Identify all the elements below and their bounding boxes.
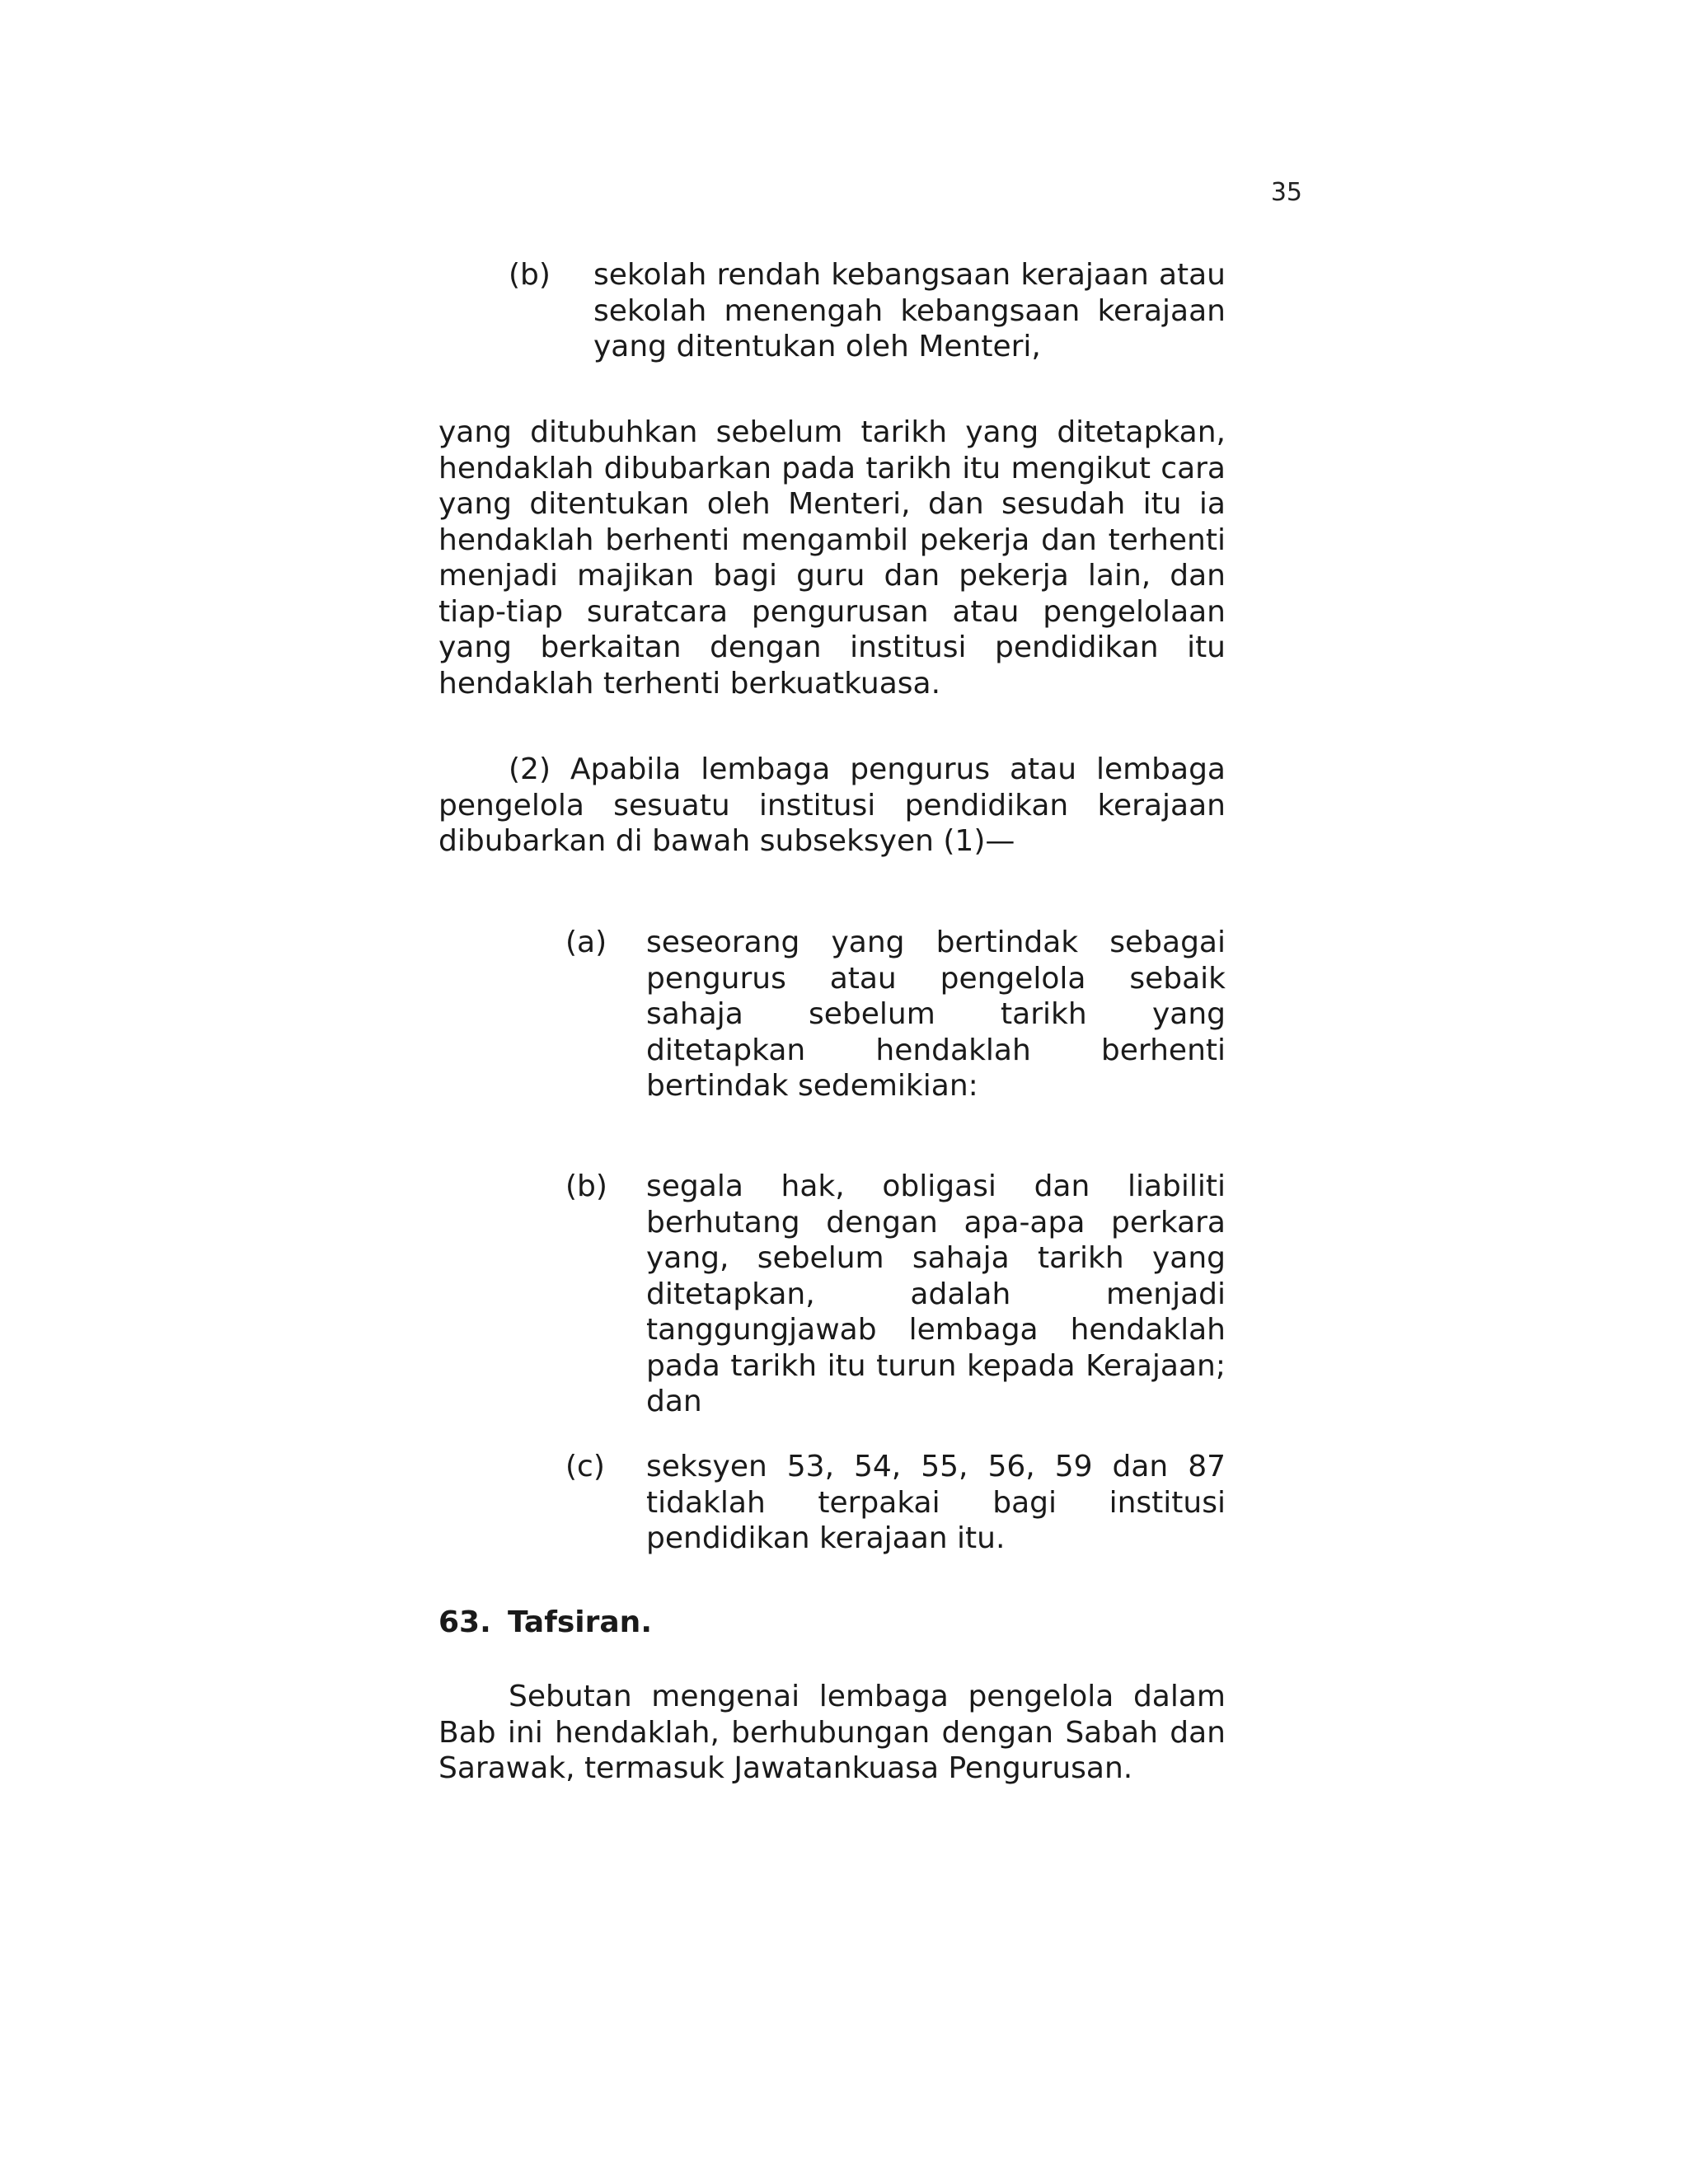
item-c-label: (c) (565, 1450, 605, 1483)
continuation-paragraph: yang ditubuhkan sebelum tarikh yang ditetapkan, hendaklah dibubarkan pada tarikh itu mengikut cara yang ditentukan oleh Menteri, dan sesudah itu ia hendaklah berhenti mengambil pekerja dan terhenti menjadi majikan bagi guru dan pekerja lain, dan tiap-tiap suratcara pengurusan atau pengelolaan yang berkaitan dengan institusi pendidikan itu hendaklah terhenti berkuatkuasa. (438, 415, 1226, 701)
section-63-paragraph: Sebutan mengenai lembaga pengelola dalam Bab ini hendaklah, berhubungan dengan Sabah dan Sarawak, termasuk Jawatankuasa Pengurusan. (438, 1680, 1226, 1785)
item-a-label: (a) (565, 926, 607, 959)
item-b-label: (b) (509, 258, 551, 292)
section-number: 63. (438, 1605, 491, 1639)
item-c-text: seksyen 53, 54, 55, 56, 59 dan 87 tidaklah terpakai bagi institusi pendidikan kerajaan itu. (646, 1450, 1226, 1555)
section-heading (438, 1605, 652, 1641)
item-b2-label: (b) (565, 1169, 607, 1203)
subsection-2-paragraph: (2) Apabila lembaga pengurus atau lembaga pengelola sesuatu institusi pendidikan kerajaan dibubarkan di bawah subseksyen (1)— (438, 752, 1226, 858)
section-title: Tafsiran. (508, 1605, 652, 1639)
item-a-text: seseorang yang bertindak sebagai pengurus atau pengelola sebaik sahaja sebelum tarikh yang ditetapkan hendaklah berhenti bertindak sedemikian: (646, 926, 1226, 1103)
page-number: 35 (1270, 178, 1302, 207)
item-b2-text: segala hak, obligasi dan liabiliti berhutang dengan apa-apa perkara yang, sebelum sahaja tarikh yang ditetapkan, adalah menjadi tanggungjawab lembaga hendaklah pada tarikh itu turun kepada Kerajaan; dan (646, 1169, 1226, 1418)
item-b-text: sekolah rendah kebangsaan kerajaan atau sekolah menengah kebangsaan kerajaan yang ditentukan oleh Menteri, (593, 258, 1226, 363)
